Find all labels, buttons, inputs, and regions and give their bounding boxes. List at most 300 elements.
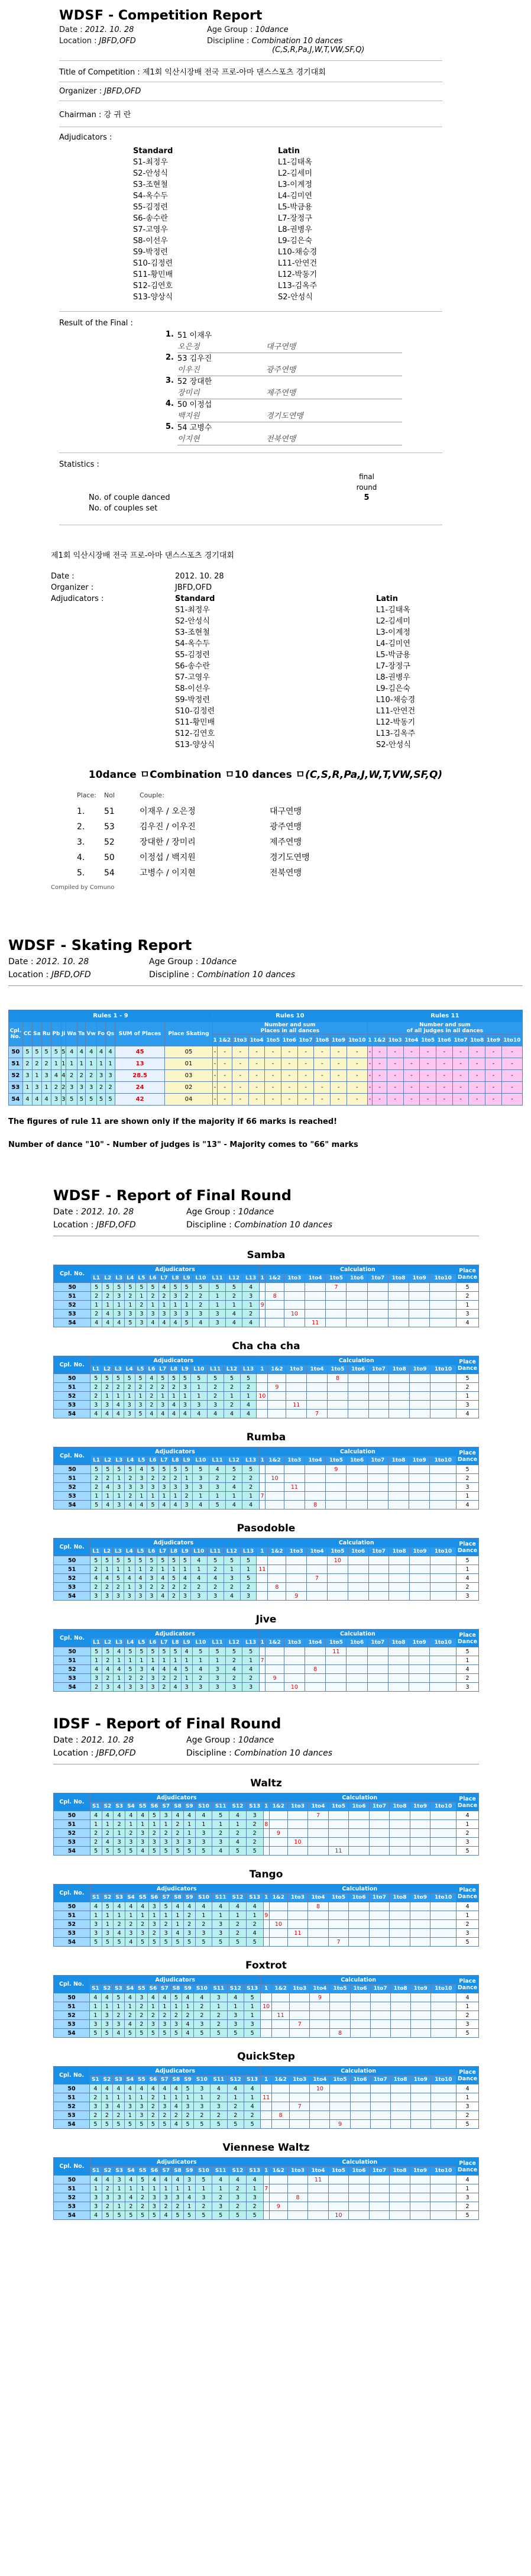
calc-cell bbox=[368, 1401, 389, 1410]
judge-mark: 3 bbox=[147, 1683, 158, 1692]
judge-mark: 3 bbox=[192, 1683, 209, 1692]
judge-mark: 5 bbox=[157, 1374, 169, 1383]
judge-mark: 5 bbox=[125, 1283, 136, 1292]
calc-cell bbox=[328, 1920, 349, 1929]
calc-cell bbox=[290, 2111, 310, 2120]
judge-mark: 5 bbox=[90, 1374, 102, 1383]
judge-mark: 2 bbox=[246, 1838, 263, 1847]
latin-adjudicator: L3-이계정 bbox=[278, 180, 312, 189]
calc-cell bbox=[370, 2029, 390, 2038]
judge-header: L7 bbox=[157, 1547, 169, 1556]
judge-mark: 4 bbox=[170, 2102, 182, 2111]
judge-mark: 4 bbox=[224, 1410, 240, 1418]
judge-header: L3 bbox=[114, 1456, 125, 1465]
judge-mark: 1 bbox=[157, 1392, 169, 1401]
calc-cell bbox=[410, 2120, 430, 2129]
judge-mark: 5 bbox=[181, 1283, 192, 1292]
place-dance: 5 bbox=[456, 1465, 479, 1474]
judge-mark: 3 bbox=[125, 1683, 136, 1692]
calc-cell bbox=[308, 2202, 329, 2211]
judge-mark: 4 bbox=[148, 2176, 160, 2184]
judge-mark: 2 bbox=[90, 1392, 102, 1401]
judge-mark: 1 bbox=[135, 1392, 146, 1401]
latin-adjudicator: L13-김옥주 bbox=[278, 282, 318, 290]
place-dance: 3 bbox=[456, 1838, 479, 1847]
calc-cell bbox=[348, 1583, 368, 1592]
title-comp-label: Title of Competition : bbox=[59, 68, 140, 77]
rule-10-cell: - bbox=[281, 1082, 298, 1094]
dance-place: 5 bbox=[86, 1094, 97, 1106]
calc-cell bbox=[305, 1656, 326, 1665]
judge-mark: 3 bbox=[226, 1683, 242, 1692]
idsf-location: JBFD,OFD bbox=[96, 1748, 136, 1758]
korean-standard-adjudicator: S11-황민배 bbox=[175, 718, 215, 727]
judge-mark: 2 bbox=[91, 1292, 102, 1301]
place-dance: 4 bbox=[456, 1410, 479, 1418]
judge-mark: 4 bbox=[136, 1501, 147, 1510]
judge-mark: 4 bbox=[170, 1501, 181, 1510]
calc-cell bbox=[367, 1465, 388, 1474]
judge-mark: 5 bbox=[183, 1847, 195, 1856]
calc-cell bbox=[349, 1929, 370, 1938]
judge-mark: 3 bbox=[90, 2202, 102, 2211]
combo-title-text: 10dance ㅁCombination ㅁ10 dances ㅁ bbox=[88, 769, 306, 781]
standard-adjudicator: S5-김정련 bbox=[133, 203, 168, 212]
sum-of-places: 24 bbox=[115, 1082, 165, 1094]
place-dance: 5 bbox=[456, 1847, 479, 1856]
dance-header-row-1 bbox=[54, 1356, 479, 1365]
calc-cell bbox=[430, 2102, 456, 2111]
final-place: 1. bbox=[166, 330, 174, 339]
standard-adjudicator: S7-고영우 bbox=[133, 225, 168, 234]
judge-mark: 1 bbox=[101, 2002, 113, 2011]
place-header: Place Dance bbox=[456, 2067, 479, 2084]
calc-cell bbox=[330, 2093, 350, 2102]
calc-cell bbox=[261, 2011, 272, 2020]
judge-mark: 3 bbox=[240, 1592, 257, 1601]
calc-col-header: 1&2 bbox=[266, 1638, 284, 1647]
head-no: Nol bbox=[104, 791, 115, 799]
calc-cell: 7 bbox=[259, 1656, 266, 1665]
dance-place: 3 bbox=[66, 1082, 77, 1094]
judge-mark: 1 bbox=[179, 1565, 190, 1574]
calc-cell bbox=[328, 2184, 349, 2193]
judge-mark: 5 bbox=[170, 2029, 182, 2038]
judge-mark: 2 bbox=[125, 1920, 137, 1929]
discipline-value: Combination 10 dances bbox=[251, 37, 343, 46]
calc-cell bbox=[367, 1301, 388, 1310]
judge-mark: 2 bbox=[90, 1829, 102, 1838]
judge-mark: 4 bbox=[229, 1838, 247, 1847]
calc-cell bbox=[410, 1820, 430, 1829]
judge-mark: 4 bbox=[114, 1683, 125, 1692]
judge-mark: 2 bbox=[226, 1674, 242, 1683]
judge-mark: 1 bbox=[183, 1820, 195, 1829]
calc-cell bbox=[350, 2029, 370, 2038]
judge-mark: 1 bbox=[136, 1656, 147, 1665]
calc-cell bbox=[388, 1683, 409, 1692]
rule-11-cell: - bbox=[373, 1094, 387, 1106]
judge-mark: 4 bbox=[190, 1410, 207, 1418]
calc-cell bbox=[270, 1911, 288, 1920]
judge-mark: 5 bbox=[135, 1410, 146, 1418]
judge-mark: 2 bbox=[240, 1383, 257, 1392]
calc-col-header: 1to10 bbox=[347, 1035, 367, 1046]
dance-place: 5 bbox=[66, 1094, 77, 1106]
rule-10-cell: - bbox=[331, 1046, 347, 1058]
calc-cell bbox=[430, 1656, 456, 1665]
judge-mark: 3 bbox=[114, 1838, 125, 1847]
calc-cell bbox=[330, 2102, 350, 2111]
calc-col-header: 1to3 bbox=[286, 1547, 307, 1556]
calc-col-header: 1&2 bbox=[270, 1893, 288, 1902]
judge-mark: 4 bbox=[102, 1665, 114, 1674]
judge-mark: 2 bbox=[226, 1474, 242, 1483]
judge-mark: 2 bbox=[158, 1292, 170, 1301]
korean-standard-adjudicator: S5-김정련 bbox=[175, 651, 210, 660]
skating-date-label: Date : bbox=[8, 957, 34, 967]
judge-mark: 4 bbox=[172, 2176, 184, 2184]
calc-cell bbox=[389, 1401, 410, 1410]
calc-cell bbox=[349, 2184, 370, 2193]
final-place: 2. bbox=[166, 353, 174, 362]
idsf-date: 2012. 10. 28 bbox=[81, 1735, 134, 1745]
judge-mark: 5 bbox=[246, 1938, 263, 1947]
judge-mark: 2 bbox=[242, 1674, 259, 1683]
judge-mark: 5 bbox=[207, 1556, 224, 1565]
calc-cell bbox=[390, 2011, 410, 2020]
calc-cell bbox=[430, 1501, 456, 1510]
latin-adjudicator: L1-김태옥 bbox=[278, 158, 312, 167]
judge-mark: 5 bbox=[101, 2120, 113, 2129]
dance-row bbox=[54, 1410, 479, 1418]
calc-cell bbox=[327, 1401, 348, 1410]
calc-cell bbox=[410, 2211, 430, 2220]
judge-mark: 4 bbox=[229, 1902, 247, 1911]
calc-cell bbox=[328, 2193, 349, 2202]
calc-cell bbox=[259, 1474, 266, 1483]
calc-cell bbox=[430, 1492, 456, 1501]
judge-mark: 5 bbox=[148, 1847, 160, 1856]
calc-cell bbox=[370, 2020, 390, 2029]
judge-header: L13 bbox=[240, 1365, 257, 1374]
judge-mark: 1 bbox=[240, 1565, 257, 1574]
result-no: 50 bbox=[104, 853, 115, 862]
judge-mark: 4 bbox=[146, 1410, 157, 1418]
place-dance: 2 bbox=[456, 1674, 479, 1683]
judge-mark: 1 bbox=[102, 1301, 114, 1310]
calc-cell bbox=[347, 1310, 367, 1318]
judge-mark: 3 bbox=[160, 1811, 172, 1820]
judge-mark: 1 bbox=[179, 1392, 190, 1401]
calc-cell bbox=[350, 2020, 370, 2029]
judge-mark: 1 bbox=[114, 1674, 125, 1683]
korean-result-row bbox=[51, 819, 500, 835]
judge-header: L7 bbox=[158, 1274, 170, 1283]
combo-title-sub: (C,S,R,Pa,J,W,T,VW,SF,Q) bbox=[305, 769, 443, 781]
calc-cell bbox=[390, 1820, 410, 1829]
calc-cell bbox=[326, 1656, 347, 1665]
result-place: 2. bbox=[77, 822, 85, 832]
skating-location: JBFD,OFD bbox=[51, 970, 91, 980]
rule-10-cell: - bbox=[212, 1070, 217, 1082]
calc-cell bbox=[284, 1647, 305, 1656]
calc-cell bbox=[410, 2176, 430, 2184]
calc-cell bbox=[327, 1565, 348, 1574]
calc-cell bbox=[430, 2193, 456, 2202]
judge-mark: 1 bbox=[240, 1392, 257, 1401]
calc-col-header: 1to5 bbox=[330, 1984, 350, 1993]
couple-number: 50 bbox=[54, 1374, 90, 1383]
calc-col-header: 1to5 bbox=[327, 1365, 348, 1374]
calc-cell bbox=[430, 2176, 456, 2184]
judge-mark: 4 bbox=[192, 1501, 209, 1510]
result-couple: 장대한 / 장미리 bbox=[140, 838, 196, 847]
couple-number: 50 bbox=[54, 1993, 90, 2002]
couple-number: 52 bbox=[54, 2102, 90, 2111]
judge-mark: 5 bbox=[148, 1938, 160, 1947]
couple-number: 51 bbox=[54, 1911, 90, 1920]
calc-cell bbox=[308, 1820, 329, 1829]
calc-cell bbox=[270, 2193, 288, 2202]
judge-mark: 3 bbox=[136, 1310, 147, 1318]
rule-11-cell: - bbox=[452, 1094, 469, 1106]
judge-mark: 2 bbox=[91, 1474, 102, 1483]
judge-header: S7 bbox=[159, 1984, 171, 1993]
latin-adjudicator: L7-장정구 bbox=[278, 214, 312, 223]
calc-col-header: 1 bbox=[261, 2076, 272, 2084]
judge-header: S5 bbox=[137, 1802, 148, 1811]
korean-organizer-label: Organizer : bbox=[51, 583, 94, 592]
judge-mark: 5 bbox=[211, 2029, 227, 2038]
judge-mark: 3 bbox=[158, 1483, 170, 1492]
judge-mark: 4 bbox=[147, 1993, 159, 2002]
rule-11-cell: - bbox=[485, 1046, 502, 1058]
final-female: 오은정 bbox=[177, 342, 200, 351]
korean-result-table bbox=[51, 791, 500, 891]
final-club: 전북연맹 bbox=[266, 435, 296, 444]
judge-mark: 4 bbox=[242, 1283, 259, 1292]
calc-col-header: 1to7 bbox=[297, 1035, 314, 1046]
calc-cell bbox=[310, 2011, 330, 2020]
wdsf-final-round bbox=[0, 1149, 531, 1692]
calc-col-header: 1to9 bbox=[409, 1638, 430, 1647]
judge-mark: 5 bbox=[102, 1283, 114, 1292]
skating-row bbox=[9, 1058, 523, 1070]
rule-11-cell: - bbox=[373, 1070, 387, 1082]
calc-cell bbox=[305, 1674, 326, 1683]
judge-mark: 5 bbox=[124, 1556, 135, 1565]
judge-mark: 5 bbox=[192, 1647, 209, 1656]
judge-mark: 3 bbox=[148, 2193, 160, 2202]
judge-mark: 2 bbox=[102, 1474, 114, 1483]
judge-mark: 2 bbox=[137, 2193, 148, 2202]
judge-mark: 1 bbox=[244, 2011, 260, 2020]
calc-cell bbox=[409, 1674, 430, 1683]
calc-cell bbox=[369, 2211, 390, 2220]
calc-cell bbox=[410, 1920, 430, 1929]
judge-mark: 5 bbox=[195, 1847, 212, 1856]
result-no: 52 bbox=[104, 838, 115, 847]
judge-mark: 2 bbox=[242, 1310, 259, 1318]
calc-cell bbox=[367, 1474, 388, 1483]
judge-mark: 5 bbox=[212, 2211, 229, 2220]
judge-mark: 2 bbox=[195, 2202, 212, 2211]
wdsf-dance-tables bbox=[53, 1249, 531, 1692]
calc-col-header: 1to4 bbox=[307, 1365, 328, 1374]
judge-mark: 1 bbox=[125, 2184, 137, 2193]
judge-header: L1 bbox=[91, 1638, 102, 1647]
judge-mark: 1 bbox=[91, 1656, 102, 1665]
fr-date-label: Date : bbox=[53, 1207, 79, 1217]
judge-mark: 4 bbox=[114, 1647, 125, 1656]
calc-col-header: 1to4 bbox=[310, 2076, 330, 2084]
judge-header: S7 bbox=[160, 1893, 172, 1902]
skating-header-row-1 bbox=[9, 1010, 523, 1022]
latin-heading: Latin bbox=[278, 147, 300, 156]
calc-cell bbox=[390, 2102, 410, 2111]
judge-mark: 1 bbox=[170, 2093, 182, 2102]
calc-cell bbox=[330, 2002, 350, 2011]
calc-cell bbox=[328, 1820, 349, 1829]
judge-mark: 3 bbox=[136, 1683, 147, 1692]
couple-number: 50 bbox=[54, 1647, 91, 1656]
judge-mark: 5 bbox=[229, 2211, 247, 2220]
judge-mark: 5 bbox=[147, 1647, 158, 1656]
rule-10-cell: - bbox=[281, 1046, 298, 1058]
calc-cell bbox=[263, 2193, 269, 2202]
calc-cell: 7 bbox=[328, 1938, 349, 1947]
dance-place: 1 bbox=[33, 1070, 42, 1082]
calc-col-header: 1to10 bbox=[430, 1365, 456, 1374]
judge-mark: 5 bbox=[172, 2211, 184, 2220]
calc-col-header: 1 bbox=[259, 1456, 266, 1465]
calc-cell bbox=[369, 1920, 390, 1929]
judge-mark: 4 bbox=[113, 1410, 124, 1418]
calc-cell: 8 bbox=[308, 1902, 329, 1911]
dance-row bbox=[54, 1838, 479, 1847]
rule-10-cell: - bbox=[232, 1046, 248, 1058]
rule-10-cell: - bbox=[297, 1070, 314, 1082]
judge-mark: 2 bbox=[160, 1920, 172, 1929]
calc-cell bbox=[263, 1938, 269, 1947]
couple-number: 53 bbox=[54, 1583, 90, 1592]
judge-mark: 2 bbox=[125, 1292, 136, 1301]
dance-place: 1 bbox=[51, 1058, 61, 1070]
calc-cell bbox=[284, 1301, 305, 1310]
dance-row bbox=[54, 2093, 479, 2102]
calc-col-header: 1to3 bbox=[387, 1035, 403, 1046]
judge-mark: 3 bbox=[137, 1829, 148, 1838]
judge-header: L11 bbox=[207, 1547, 224, 1556]
final-item bbox=[154, 353, 402, 376]
judge-mark: 5 bbox=[137, 1938, 148, 1947]
judge-mark: 5 bbox=[102, 2211, 114, 2220]
judge-mark: 2 bbox=[102, 1674, 114, 1683]
calc-cell bbox=[328, 2202, 349, 2211]
judge-mark: 5 bbox=[169, 1374, 180, 1383]
judge-mark: 5 bbox=[158, 1465, 170, 1474]
calc-cell bbox=[367, 1318, 388, 1327]
skating-row bbox=[9, 1070, 523, 1082]
judge-mark: 2 bbox=[207, 1565, 224, 1574]
judge-mark: 4 bbox=[183, 1902, 195, 1911]
judge-header: S3 bbox=[114, 1802, 125, 1811]
place-dance: 2 bbox=[456, 1583, 479, 1592]
judge-mark: 5 bbox=[224, 1556, 240, 1565]
calc-cell bbox=[257, 1574, 268, 1583]
judge-mark: 5 bbox=[136, 2120, 148, 2129]
calc-cell bbox=[347, 1656, 367, 1665]
judge-mark: 2 bbox=[169, 1592, 180, 1601]
judge-mark: 5 bbox=[182, 2120, 194, 2129]
calc-col-header: 1to5 bbox=[326, 1456, 347, 1465]
place-header: Place Dance bbox=[456, 1356, 479, 1374]
korean-standard-list bbox=[175, 605, 376, 751]
judge-mark: 1 bbox=[114, 1829, 125, 1838]
judge-mark: 3 bbox=[192, 1483, 209, 1492]
judge-mark: 4 bbox=[157, 1574, 169, 1583]
calc-col-header: 1&2 bbox=[373, 1035, 387, 1046]
calc-cell bbox=[388, 1292, 409, 1301]
skating-row bbox=[9, 1094, 523, 1106]
calc-cell: 8 bbox=[330, 2029, 350, 2038]
calc-col-header: 1to5 bbox=[328, 1893, 349, 1902]
skating-header-row-2 bbox=[9, 1022, 523, 1035]
judge-mark: 2 bbox=[102, 2202, 114, 2211]
judge-mark: 2 bbox=[157, 1583, 169, 1592]
korean-standard-adjudicator: S12-김연호 bbox=[175, 729, 215, 738]
calc-cell bbox=[259, 1310, 266, 1318]
calc-cell bbox=[409, 1683, 430, 1692]
judge-mark: 5 bbox=[148, 1811, 160, 1820]
calc-cell bbox=[290, 2002, 310, 2011]
place-header: Place Dance bbox=[456, 1539, 479, 1556]
judge-mark: 1 bbox=[101, 2093, 113, 2102]
judge-mark: 1 bbox=[91, 1492, 102, 1501]
judge-mark: 5 bbox=[136, 1283, 147, 1292]
judge-mark: 1 bbox=[190, 1392, 207, 1401]
calc-cell bbox=[266, 1483, 284, 1492]
calc-col-header: 1 bbox=[259, 1638, 266, 1647]
calc-col-header: 1 bbox=[257, 1547, 268, 1556]
korean-result-row bbox=[51, 865, 500, 881]
calc-cell bbox=[430, 1838, 456, 1847]
calc-cell bbox=[330, 2111, 350, 2120]
calc-cell bbox=[326, 1674, 347, 1683]
calc-col-header: 1to5 bbox=[420, 1035, 436, 1046]
judge-mark: 5 bbox=[192, 1465, 209, 1474]
calc-cell bbox=[271, 2029, 289, 2038]
place-skating: 03 bbox=[165, 1070, 213, 1082]
calc-cell bbox=[430, 1310, 456, 1318]
place-dance: 4 bbox=[456, 1574, 479, 1583]
calc-cell bbox=[270, 2176, 288, 2184]
judge-mark: 1 bbox=[124, 1392, 135, 1401]
judge-mark: 4 bbox=[242, 1318, 259, 1327]
judge-mark: 3 bbox=[136, 2111, 148, 2120]
judge-header: S13 bbox=[246, 2167, 263, 2176]
judge-mark: 4 bbox=[113, 2084, 125, 2093]
korean-title: 제1회 익산시장배 전국 프로-아마 댄스스포츠 경기대회 bbox=[51, 551, 234, 560]
judge-mark: 5 bbox=[181, 1318, 192, 1327]
judge-mark: 2 bbox=[209, 1474, 225, 1483]
judge-mark: 2 bbox=[244, 2111, 260, 2120]
calc-cell bbox=[286, 1374, 307, 1383]
calc-cell bbox=[410, 1938, 430, 1947]
calc-col-header: 1to8 bbox=[390, 1984, 410, 1993]
couple-number: 54 bbox=[54, 1938, 90, 1947]
